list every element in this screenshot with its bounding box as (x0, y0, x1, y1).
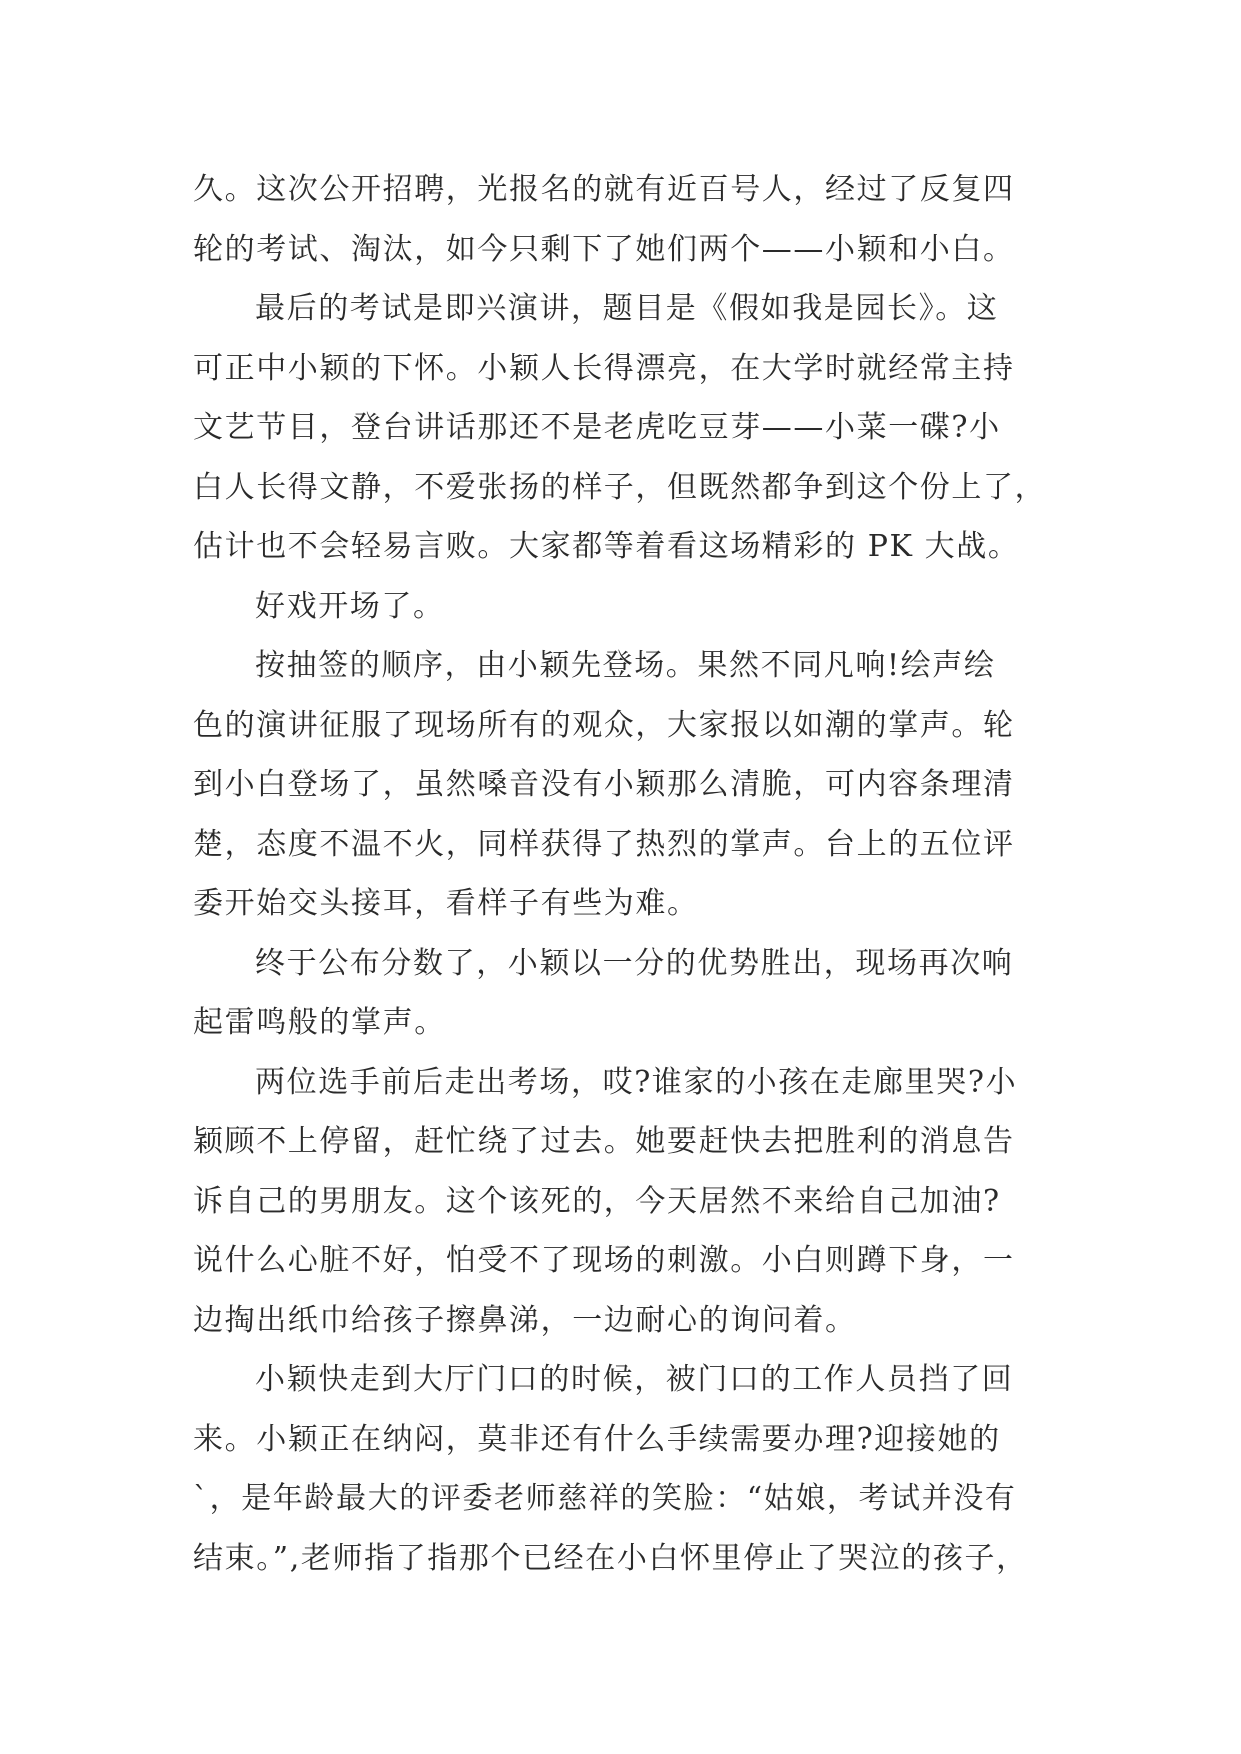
text-line: 小颖快走到大厅门口的时候，被门口的工作人员挡了回 (255, 1362, 1014, 1397)
text-line: 终于公布分数了，小颖以一分的优势胜出，现场再次响 (255, 945, 1014, 981)
text-line: 两位选手前后走出考场，哎?谁家的小孩在走廊里哭?小 (255, 1064, 1018, 1100)
body-text (193, 160, 1073, 1588)
text-line: 起雷鸣般的掌声。 (193, 1005, 446, 1040)
text-line: 好戏开场了。 (255, 588, 445, 624)
text-line: 颖顾不上停留，赶忙绕了过去。她要赶快去把胜利的消息告 (193, 1124, 1015, 1159)
text-line: 诉自己的男朋友。这个该死的，今天居然不来给自己加油? (193, 1183, 1001, 1219)
text-line: 到小白登场了，虽然嗓音没有小颖那么清脆，可内容条理清 (193, 767, 1015, 802)
text-line: 边掏出纸巾给孩子擦鼻涕，一边耐心的询问着。 (193, 1302, 857, 1338)
text-line: 轮的考试、淘汰，如今只剩下了她们两个——小颖和小白。 (193, 231, 1015, 267)
text-line: `，是年龄最大的评委老师慈祥的笑脸：“姑娘，考试并没有 (193, 1481, 1017, 1516)
text-line: 最后的考试是即兴演讲，题目是《假如我是园长》。这 (255, 291, 999, 326)
text-line: 楚，态度不温不火，同样获得了热烈的掌声。台上的五位评 (193, 826, 1015, 862)
text-line: 色的演讲征服了现场所有的观众，大家报以如潮的掌声。轮 (193, 707, 1015, 743)
text-line: 久。这次公开招聘，光报名的就有近百号人，经过了反复四 (193, 172, 1015, 207)
text-line: 文艺节目，登台讲话那还不是老虎吃豆芽——小菜一碟?小 (193, 410, 1001, 445)
text-line: 可正中小颖的下怀。小颖人长得漂亮，在大学时就经常主持 (193, 350, 1015, 386)
text-line: 来。小颖正在纳闷，莫非还有什么手续需要办理?迎接她的 (193, 1421, 1001, 1457)
text-line: 估计也不会轻易言败。大家都等着看这场精彩的 PK 大战。 (193, 529, 1020, 564)
text-line: 结束。”,老师指了指那个已经在小白怀里停止了哭泣的孩子， (193, 1540, 1028, 1576)
text-line: 委开始交头接耳，看样子有些为难。 (193, 886, 699, 921)
text-line: 说什么心脏不好，怕受不了现场的刺激。小白则蹲下身，一 (193, 1243, 1015, 1278)
text-line: 白人长得文静，不爱张扬的样子，但既然都争到这个份上了， (193, 469, 1047, 505)
text-line: 按抽签的顺序，由小颖先登场。果然不同凡响!绘声绘 (255, 648, 996, 683)
